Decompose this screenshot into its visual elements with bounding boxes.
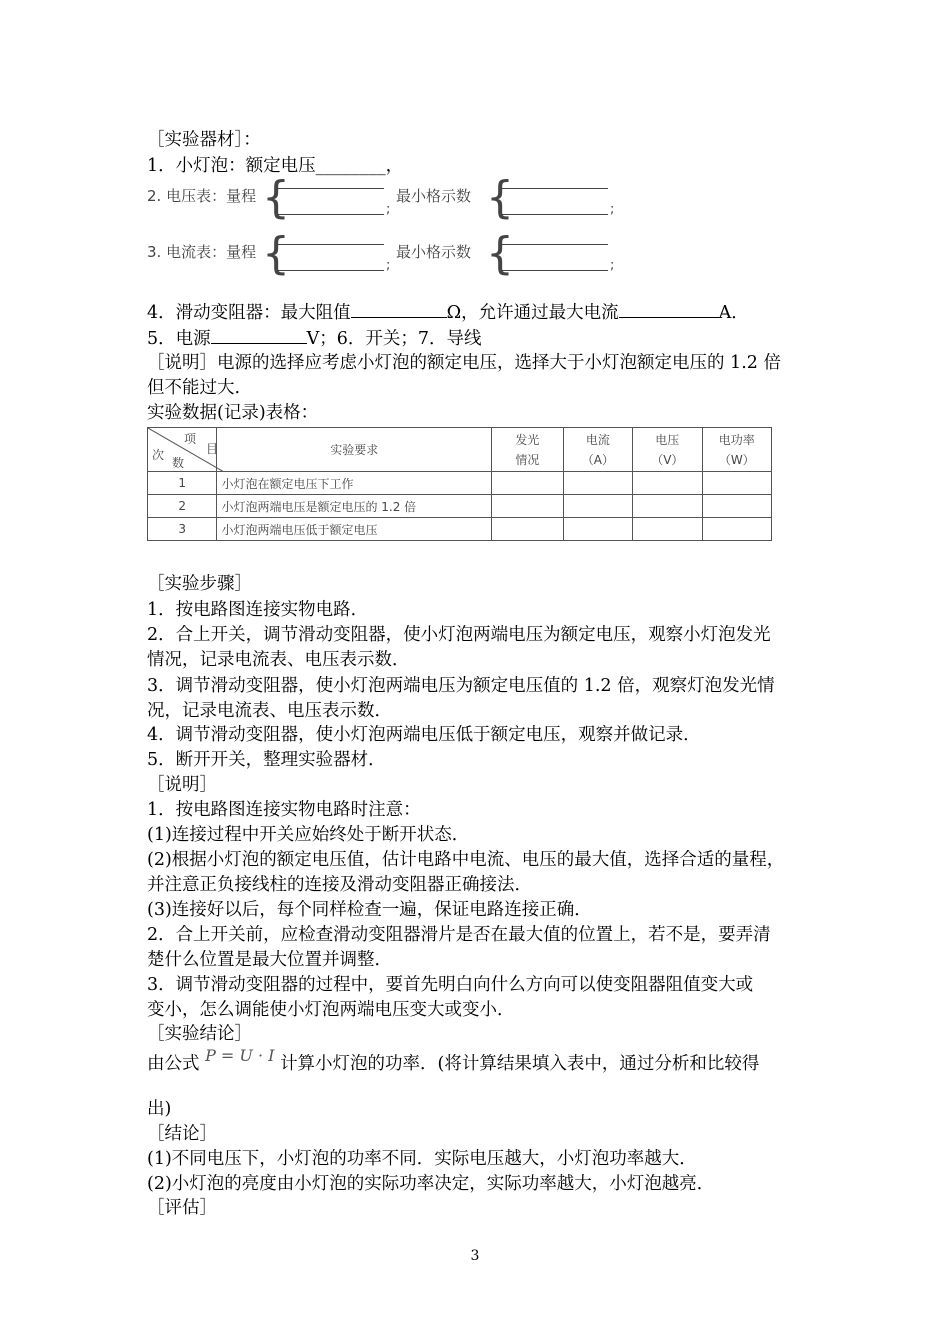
header-brightness-l2: 情况 <box>515 452 540 467</box>
result-line: (2)小灯泡的亮度由小灯泡的实际功率决定，实际功率越大，小灯泡越亮． <box>147 1174 715 1194</box>
equipment-item-4 <box>147 299 749 325</box>
corner-cell <box>148 428 217 472</box>
current-cell[interactable] <box>563 495 632 518</box>
item4-text-a: 4．滑动变阻器：最大阻值 <box>147 303 351 323</box>
step-line: 1．按电路图连接实物电路． <box>147 600 369 620</box>
semicolon: ; <box>610 202 615 217</box>
power-cell[interactable] <box>702 495 771 518</box>
note1-line-2: 但不能过大. <box>147 378 241 398</box>
corner-shu: 数 <box>172 456 185 470</box>
header-current-l1: 电流 <box>585 432 610 447</box>
brightness-cell[interactable] <box>492 472 563 495</box>
header-current-l2: （A） <box>581 452 614 467</box>
evaluation-header: ［评估］ <box>147 1198 217 1218</box>
voltage-cell[interactable] <box>633 472 702 495</box>
ammeter-label: 3. 电流表：量程 <box>147 243 257 261</box>
formula-suffix: 计算小灯泡的功率．(将计算结果填入表中，通过分析和比较得 <box>280 1054 760 1074</box>
row-requirement: 小灯泡两端电压是额定电压的 1.2 倍 <box>217 495 492 518</box>
power-cell[interactable] <box>702 472 771 495</box>
voltmeter-label: 2. 电压表：量程 <box>147 187 257 205</box>
item5-text-b: V；6．开关；7．导线 <box>306 329 482 349</box>
conclusion-header: ［实验结论］ <box>147 1024 252 1044</box>
row-number: 2 <box>148 495 217 518</box>
voltmeter-min-div-label: 最小格示数 <box>396 187 472 205</box>
row-number: 3 <box>148 518 217 541</box>
ammeter-min-div-blank-2[interactable] <box>502 270 608 271</box>
page-number: 3 <box>470 1248 480 1264</box>
equipment-item-5 <box>147 325 482 351</box>
left-brace-icon: { <box>486 228 514 279</box>
item5-text-a: 5．电源 <box>147 329 211 349</box>
corner-ci: 次 <box>152 448 165 462</box>
table-row <box>148 518 772 541</box>
ammeter-min-div-blank-1[interactable] <box>502 244 608 245</box>
note1-line-1: ［说明］电源的选择应考虑小灯泡的额定电压，选择大于小灯泡额定电压的 1.2 倍 <box>147 353 781 373</box>
steps-header: ［实验步骤］ <box>147 574 252 594</box>
formula-line <box>147 1046 760 1076</box>
header-voltage <box>633 428 702 472</box>
header-current <box>563 428 632 472</box>
power-cell[interactable] <box>702 518 771 541</box>
power-formula: P = U · I <box>205 1046 275 1065</box>
power-voltage-blank[interactable] <box>211 325 307 344</box>
table-row <box>148 472 772 495</box>
step-line: 情况，记录电流表、电压表示数． <box>147 650 410 670</box>
table-caption: 实验数据(记录)表格： <box>147 403 319 423</box>
voltmeter-range-blank-2[interactable] <box>278 214 384 215</box>
result-line: (1)不同电压下，小灯泡的功率不同．实际电压越大，小灯泡功率越大． <box>147 1149 697 1169</box>
brightness-cell[interactable] <box>492 518 563 541</box>
current-cell[interactable] <box>563 518 632 541</box>
row-requirement: 小灯泡在额定电压下工作 <box>217 472 492 495</box>
note2-line: 1．按电路图连接实物电路时注意： <box>147 800 421 820</box>
conclusion-line-2: 出) <box>147 1099 172 1119</box>
voltmeter-min-div-blank-1[interactable] <box>502 188 608 189</box>
left-brace-icon: { <box>262 172 290 223</box>
header-brightness-l1: 发光 <box>515 432 540 447</box>
note2-header: ［说明］ <box>147 775 217 795</box>
voltmeter-range-blank-1[interactable] <box>278 188 384 189</box>
header-voltage-l2: （V） <box>651 452 684 467</box>
note2-line: 2．合上开关前，应检查滑动变阻器滑片是否在最大值的位置上，若不是，要弄清 <box>147 925 771 945</box>
equipment-item-1: 1．小灯泡：额定电压________， <box>147 156 404 176</box>
result-header: ［结论］ <box>147 1124 217 1144</box>
note2-line: 楚什么位置是最大位置并调整． <box>147 950 392 970</box>
current-cell[interactable] <box>563 472 632 495</box>
ammeter-range-blank-1[interactable] <box>278 244 384 245</box>
brightness-cell[interactable] <box>492 495 563 518</box>
left-brace-icon: { <box>486 172 514 223</box>
formula-prefix: 由公式 <box>147 1054 200 1074</box>
item4-text-c: A． <box>718 303 749 323</box>
voltage-cell[interactable] <box>633 495 702 518</box>
item4-text-b: Ω，允许通过最大电流 <box>446 303 619 323</box>
equipment-header: ［实验器材］： <box>147 130 261 150</box>
note2-line: (1)连接过程中开关应始终处于断开状态． <box>147 825 470 845</box>
header-power <box>702 428 771 472</box>
left-brace-icon: { <box>262 228 290 279</box>
header-power-l1: 电功率 <box>718 432 755 447</box>
step-line: 3．调节滑动变阻器，使小灯泡两端电压为额定电压值的 1.2 倍，观察灯泡发光情 <box>147 676 775 696</box>
step-line: 况，记录电流表、电压表示数． <box>147 701 392 721</box>
note2-line: 3．调节滑动变阻器的过程中，要首先明白向什么方向可以使变阻器阻值变大或 <box>147 975 754 995</box>
ammeter-range-blank-2[interactable] <box>278 270 384 271</box>
semicolon: ; <box>610 258 615 273</box>
record-table <box>147 427 772 541</box>
step-line: 5．断开开关，整理实验器材． <box>147 750 386 770</box>
step-line: 4．调节滑动变阻器，使小灯泡两端电压低于额定电压，观察并做记录． <box>147 725 701 745</box>
voltage-cell[interactable] <box>633 518 702 541</box>
max-resistance-blank[interactable] <box>351 299 447 318</box>
header-requirement: 实验要求 <box>217 428 492 472</box>
table-row <box>148 495 772 518</box>
ammeter-min-div-label: 最小格示数 <box>396 243 472 261</box>
note2-line: 变小，怎么调能使小灯泡两端电压变大或变小． <box>147 1000 515 1020</box>
max-current-blank[interactable] <box>619 299 719 318</box>
header-voltage-l1: 电压 <box>655 432 680 447</box>
header-power-l2: （W） <box>718 452 755 467</box>
note2-line: (2)根据小灯泡的额定电压值，估计电路中电流、电压的最大值，选择合适的量程， <box>147 850 785 870</box>
semicolon: ; <box>386 202 391 217</box>
corner-mu: 目 <box>206 442 219 456</box>
note2-line: 并注意正负接线柱的连接及滑动变阻器正确接法． <box>147 875 532 895</box>
voltmeter-min-div-blank-2[interactable] <box>502 214 608 215</box>
step-line: 2．合上开关，调节滑动变阻器，使小灯泡两端电压为额定电压，观察小灯泡发光 <box>147 625 771 645</box>
row-requirement: 小灯泡两端电压低于额定电压 <box>217 518 492 541</box>
semicolon: ; <box>386 258 391 273</box>
header-brightness <box>492 428 563 472</box>
row-number: 1 <box>148 472 217 495</box>
note2-line: (3)连接好以后，每个同样检查一遍，保证电路连接正确． <box>147 900 592 920</box>
corner-item: 项 <box>184 432 197 446</box>
